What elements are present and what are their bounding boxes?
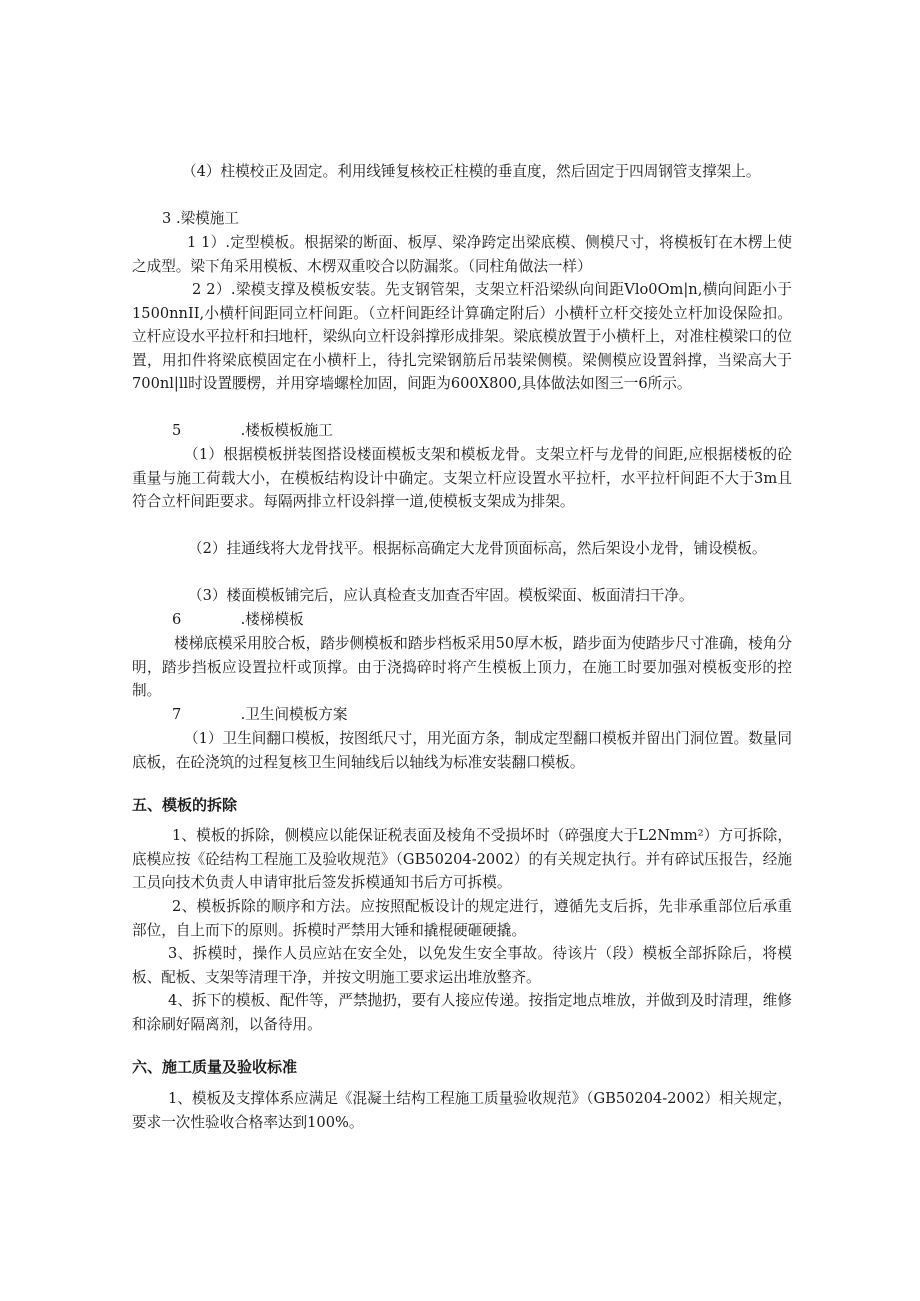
subheading-floor-formwork xyxy=(172,419,333,443)
subheading-stair-formwork xyxy=(172,608,304,632)
subheading-bathroom-formwork xyxy=(172,703,347,727)
paragraph-floor-leveling: （2）挂通线将大龙骨找平。根据标高确定大龙骨顶面标高，然后架设小龙骨，铺设模板。 xyxy=(188,540,767,557)
paragraph-floor-support: （1）根据模板拼装图搭设楼面模板支架和模板龙骨。支架立杆与龙骨的间距,应根据楼板的砼重量与施工荷载大小，在模板结构设计中确定。支架立杆应设置水平拉杆，水平拉杆间距不大于3m且符合立杆间距要求。每隔两排立杆设斜撑一道,使模板支架成为排架。 xyxy=(132,446,792,510)
subheading-title: .卫生间模板方案 xyxy=(240,706,348,723)
subheading-number: 5 xyxy=(172,422,182,439)
section-heading-removal: 五、模板的拆除 xyxy=(132,796,238,814)
paragraph-removal-4: 4、拆下的模板、配件等，严禁抛扔，要有人接应传递。按指定地点堆放，并做到及时清理，维修和涂刷好隔离剂，以备待用。 xyxy=(132,992,792,1033)
subheading-title: .楼梯模板 xyxy=(240,611,304,628)
paragraph-beam-support: 2 2）.梁模支撑及模板安装。先支钢管架，支架立杆沿梁纵向间距Vlo0Om|n,横向间距小于1500nnII,小横杆间距同立杆间距。（立杆间距经计算确定附后）小横杆立杆交接处立杆加设保险扣。立杆应设水平拉杆和扫地杆，梁纵向立杆设斜撑形成排架。梁底模放置于小横杆上，对准柱模梁口的位置，用扣件将梁底模固定在小横杆上，待扎完梁钢筋后吊装梁侧模。梁侧模应设置斜撑，当梁高大于700nl|ll时设置腰楞，并用穿墙螺栓加固，间距为600X800,具体做法如图三一6所示。 xyxy=(132,281,792,392)
paragraph-floor-inspection: （3）楼面模板铺完后，应认真检查支加查否牢固。模板梁面、板面清扫干净。 xyxy=(188,587,694,604)
paragraph-removal-1: 1、模板的拆除，侧模应以能保证税表面及棱角不受损坏时（碎强度大于L2Nmm²）方可拆除，底模应按《砼结构工程施工及验收规范》（GB50204-2002）的有关规定执行。并有碎试压报告，经施工员向技术负责人申请审批后签发拆模通知书后方可拆模。 xyxy=(132,827,792,891)
subheading-title: .楼板模板施工 xyxy=(240,422,333,439)
paragraph-quality-1: 1、模板及支撑体系应满足《混凝土结构工程施工质量验收规范》（GB50204-2002）相关规定，要求一次性验收合格率达到100%。 xyxy=(132,1090,792,1131)
section-heading-quality: 六、施工质量及验收标准 xyxy=(132,1058,298,1076)
paragraph-bathroom: （1）卫生间翻口模板，按图纸尺寸，用光面方条，制成定型翻口模板并留出门洞位置。数量同底板，在砼浇筑的过程复核卫生间轴线后以轴线为标准安装翻口模板。 xyxy=(132,730,792,771)
paragraph-removal-2: 2、模板拆除的顺序和方法。应按照配板设计的规定进行，遵循先支后拆，先非承重部位后承重部位，自上而下的原则。拆模时严禁用大锤和撬棍硬砸硬撬。 xyxy=(132,898,792,939)
paragraph-beam-shaping: 1 1）.定型模板。根据梁的断面、板厚、梁净跨定出梁底模、侧模尺寸，将模板钉在木楞上使之成型。梁下角采用模板、木楞双重咬合以防漏浆。（同柱角做法一样） xyxy=(132,234,792,275)
subheading-number: 3 xyxy=(162,210,172,227)
subheading-number: 6 xyxy=(172,611,182,628)
paragraph-column-fixing: （4）柱模校正及固定。利用线锤复核校正柱模的垂直度，然后固定于四周钢管支撑架上。 xyxy=(182,163,761,180)
subheading-beam-formwork xyxy=(162,207,239,231)
paragraph-stair: 楼梯底模采用胶合板，踏步侧模板和踏步档板采用50厚木板，踏步面为使踏步尺寸准确，棱角分明，踏步挡板应设置拉杆或顶撑。由于浇捣碎时将产生模板上顶力，在施工时要加强对模板变形的控制。 xyxy=(132,635,792,699)
paragraph-removal-3: 3、拆模时，操作人员应站在安全处，以免发生安全事故。待该片（段）模板全部拆除后，将模板、配板、支架等清理干净，并按文明施工要求运出堆放整齐。 xyxy=(132,945,792,986)
subheading-title: .梁模施工 xyxy=(175,210,239,227)
subheading-number: 7 xyxy=(172,706,182,723)
